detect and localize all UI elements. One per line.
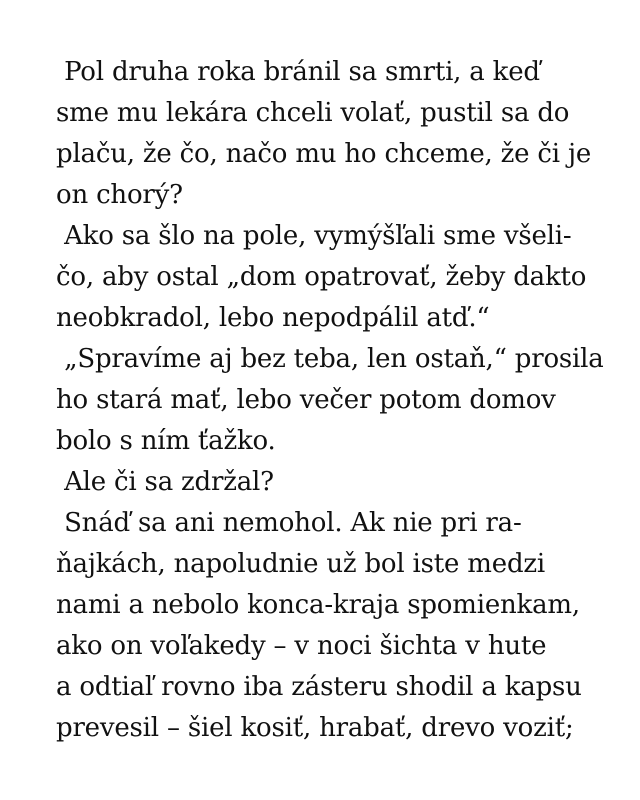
text-line-11: Ale či sa zdržal? (56, 467, 274, 497)
body-text (56, 52, 616, 749)
text-line-5: Ako sa šlo na pole, vymýšľali sme všeli- (56, 221, 572, 251)
text-line-13: ňajkách, napoludnie už bol iste medzi (56, 549, 545, 579)
text-line-15: ako on voľakedy – v noci šichta v hute (56, 631, 547, 661)
text-line-17: prevesil – šiel kosiť, hrabať, drevo voziť; (56, 713, 574, 743)
text-line-2: sme mu lekára chceli volať, pustil sa do (56, 98, 570, 128)
text-line-8: „Spravíme aj bez teba, len ostaň,“ prosila (56, 344, 604, 374)
text-line-1: Pol druha roka bránil sa smrti, a keď (56, 57, 540, 87)
text-line-6: čo, aby ostal „dom opatrovať, žeby dakto (56, 262, 587, 292)
text-line-4: on chorý? (56, 180, 183, 210)
text-line-9: ho stará mať, lebo večer potom domov (56, 385, 556, 415)
text-line-3: plaču, že čo, načo mu ho chceme, že či je (56, 139, 592, 169)
text-line-16: a odtiaľ rovno iba zásteru shodil a kapsu (56, 672, 582, 702)
text-line-12: Snáď sa ani nemohol. Ak nie pri ra- (56, 508, 522, 538)
text-line-7: neobkradol, lebo nepodpálil atď.“ (56, 303, 490, 333)
text-line-14: nami a nebolo konca-kraja spomienkam, (56, 590, 580, 620)
text-line-10: bolo s ním ťažko. (56, 426, 276, 456)
